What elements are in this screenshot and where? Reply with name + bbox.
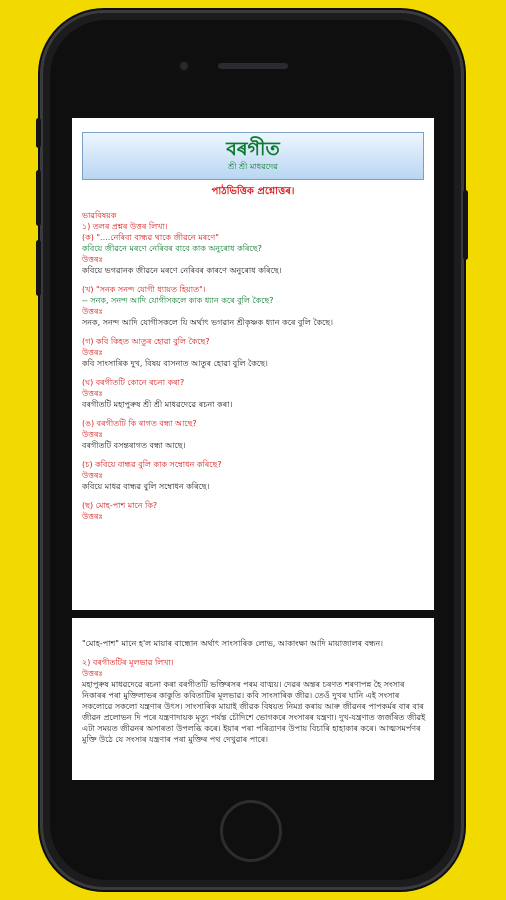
text-line: বৰগীতটি মহাপুৰুষ শ্ৰী শ্ৰী মাধৱদেৱে ৰচনা কৰা। xyxy=(82,400,233,409)
text-line: কবিয়ে মাধৱ বান্ধৱ বুলি সম্বোধন কৰিছে। xyxy=(82,482,210,491)
mute-switch xyxy=(36,118,41,148)
section-heading: পাঠভিত্তিক প্ৰশ্নোত্তৰ। xyxy=(211,186,295,197)
spacer xyxy=(82,328,426,336)
text-line: সনক, সনন্দ আদি যোগীসকলে যি অৰ্থাৎ ভগৱান শ্ৰীকৃষ্ণক ধ্যান কৰে বুলি কৈছে। xyxy=(82,318,333,327)
text-line: বৰগীতটি বসন্তৰাগত বন্ধা আছে। xyxy=(82,441,186,450)
spacer xyxy=(82,276,426,284)
page-title: বৰগীত xyxy=(226,138,280,160)
spacer xyxy=(82,369,426,377)
text-line: কবিয়ে ভগৱানক জীৱনে মৰণে নেৰিবৰ কাৰণে অনুৰোধ কৰিছে। xyxy=(82,266,282,275)
spacer xyxy=(82,410,426,418)
text-line: উত্তৰঃ xyxy=(82,307,103,316)
text-line: "মোহ-পাশ" মানে হ'ল মায়াৰ বান্ধোন অৰ্থাৎ সাংসাৰিক লোভ, আকাংক্ষা আদি মায়াজালৰ বন্ধন। xyxy=(82,639,384,648)
text-line: মহাপুৰুষ মাধৱদেৱে ৰচনা কৰা বৰগীতটি ভক্তিৰসৰ পৰম বাঙ্ময়। দেৱৰ অন্তৰ চৰণত শৰণাপন্ন হৈ সংসাৰ নিকাৰৰ পৰা মুক্তিলাভৰ কাকুতি কবিতাটিৰ মূলভাৱ। কবি সাংসাৰিক জীৱ। তেওঁ দুখৰ ঘানি এই সংসাৰ সকলোৱে সকলো যন্ত্ৰণাৰ উৎস। সাংসাৰিক মায়াই জীৱক বিষয়ত নিমগ্ন কৰায় আৰু জীৱনৰ পাপকৰ্মৰ বাৰ বাৰ জীৱন প্ৰলোভন দি পৰে যন্ত্ৰণাদায়ক মৃত্যু পৰ্যন্ত চৌদিশে ভোগকৰে সংসাৰৰ যন্ত্ৰণা। দুখ-যন্ত্ৰণাত জৰ্জৰিত জীৱই এটা সময়ত জীৱনৰ অসাৰতা উপলব্ধি কৰে। ইয়াৰ পৰা পৰিত্ৰাণৰ উপায় বিচাৰি হাহাকাৰ কৰে। আত্মসমৰ্পণৰ মুক্তি উঠে যে সংসাৰ যন্ত্ৰণাৰ পৰা মুক্তিৰ পথ দেখুৱাৰ পাৰে। xyxy=(82,680,426,744)
volume-down-button xyxy=(36,240,41,296)
text-line: (ঙ) বৰগীতটি কি ৰাগত বন্ধা আছে? xyxy=(82,419,197,428)
text-line: কবিয়ে জীৱনে মৰণে নেৰিবৰ বাবে কাক অনুৰোধ কৰিছে? xyxy=(82,244,262,253)
qa-content xyxy=(82,210,426,522)
spacer xyxy=(82,451,426,459)
spacer xyxy=(82,649,426,657)
text-line: (গ) কবি কিহত আতুৰ হোৱা বুলি কৈছে? xyxy=(82,337,210,346)
text-line: (ঘ) বৰগীতটি কোনে ৰচনা কৰা? xyxy=(82,378,185,387)
text-line: উত্তৰঃ xyxy=(82,348,103,357)
text-line: (চ) কবিয়ে বান্ধৱ বুলি কাক সম্বোধন কৰিছে? xyxy=(82,460,222,469)
text-line: উত্তৰঃ xyxy=(82,471,103,480)
volume-up-button xyxy=(36,170,41,226)
text-line: উত্তৰঃ xyxy=(82,430,103,439)
screen-page-2[interactable] xyxy=(72,618,434,780)
text-line: ১) তলৰ প্ৰশ্নৰ উত্তৰ লিখা। xyxy=(82,222,168,231)
section-label: ভাৱবিষয়ক xyxy=(82,211,117,220)
text-line: উত্তৰঃ xyxy=(82,669,103,678)
text-line: উত্তৰঃ xyxy=(82,512,103,521)
text-line: কবি সাংসাৰিক দুখ, বিষয় বাসনাত আতুৰ হোৱা বুলি কৈছে। xyxy=(82,359,268,368)
power-button xyxy=(463,190,468,260)
text-line: (ছ) মোহ-পাশ মানে কি? xyxy=(82,501,158,510)
front-camera-icon xyxy=(178,60,190,72)
title-banner xyxy=(82,132,424,180)
spacer xyxy=(82,492,426,500)
text-line: -- সনক, সনন্দ আদি যোগীসকলে কাক ধ্যান কৰে বুলি কৈছে? xyxy=(82,296,274,305)
text-line: উত্তৰঃ xyxy=(82,389,103,398)
text-line: ২) বৰগীতটিৰ মূলভাৱ লিখা। xyxy=(82,658,174,667)
text-line: (খ) "সনক সনন্দ যোগী ধ্যায়ত হিয়াত"। xyxy=(82,285,206,294)
text-line: (ক) "....নেৰিবা বান্ধৱ থাকে জীৱনে মৰণে" xyxy=(82,233,219,242)
qa-content-continued xyxy=(82,638,426,745)
screen-page-1[interactable] xyxy=(72,118,434,610)
text-line: উত্তৰঃ xyxy=(82,255,103,264)
home-button[interactable] xyxy=(220,800,282,862)
page-subtitle: শ্ৰী শ্ৰী মাধৱদেৱ xyxy=(228,162,278,171)
earpiece-speaker xyxy=(218,63,288,69)
